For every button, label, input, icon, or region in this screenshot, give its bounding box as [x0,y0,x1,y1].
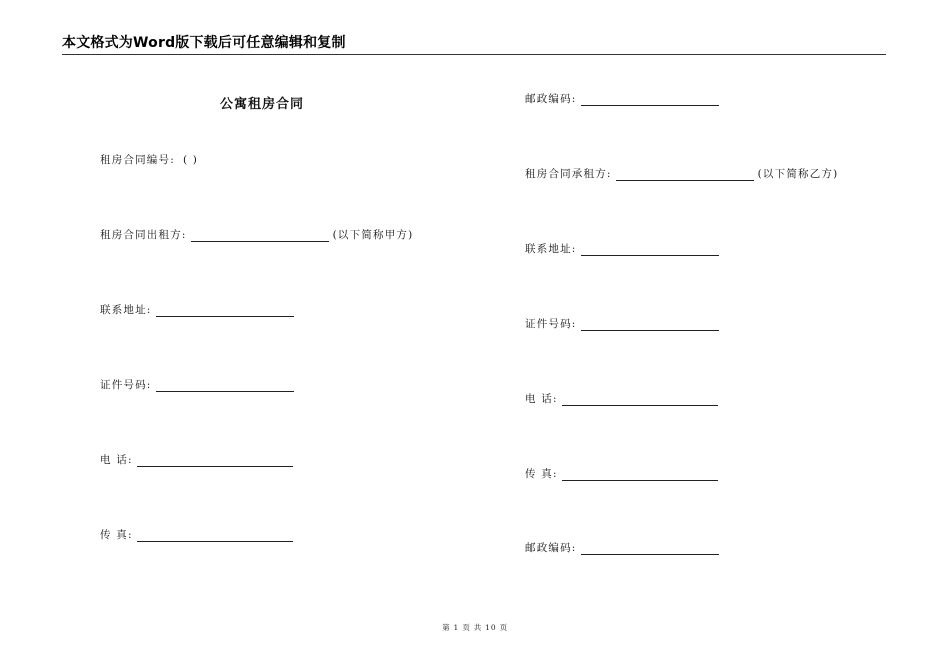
lessor-phone-label: 电 话: [100,454,133,466]
lessor-phone-blank[interactable] [137,455,293,467]
lessee-postcode-blank[interactable] [581,543,719,555]
lessor-address-label: 联系地址: [100,304,152,316]
lessor-id-label: 证件号码: [100,379,152,391]
lessee-fax-label: 传 真: [525,468,558,480]
contract-number-value: ( ) [182,154,199,166]
lessee-phone-field [525,392,722,406]
lessee-postcode-field [525,541,723,555]
lessor-id-blank[interactable] [156,380,294,392]
document-title: 公寓租房合同 [220,97,305,112]
page-footer: 第 1 页 共 10 页 [442,623,508,632]
lessor-fax-label: 传 真: [100,529,133,541]
lessor-postcode-label: 邮政编码: [525,93,577,105]
lessee-postcode-label: 邮政编码: [525,542,577,554]
contract-number-label: 租房合同编号: [100,154,175,166]
lessee-note: (以下简称乙方) [757,168,839,180]
lessee-address-blank[interactable] [581,244,719,256]
lessor-address-field [100,303,298,317]
lessee-phone-label: 电 话: [525,393,558,405]
lessor-fax-field [100,528,297,542]
lessor-postcode-blank[interactable] [581,94,719,106]
contract-number-field [100,153,198,167]
lessee-address-field [525,242,723,256]
lessee-field [525,167,838,181]
lessor-id-field [100,378,298,392]
lessor-address-blank[interactable] [156,305,294,317]
lessee-blank[interactable] [616,169,754,181]
page-header [62,34,886,55]
lessee-fax-blank[interactable] [562,469,718,481]
lessor-phone-field [100,453,297,467]
lessor-label: 租房合同出租方: [100,229,187,241]
header-text: 本文格式为Word版下载后可任意编辑和复制 [62,35,346,51]
lessee-fax-field [525,467,722,481]
lessor-note: (以下简称甲方) [332,229,414,241]
lessee-id-blank[interactable] [581,319,719,331]
lessor-fax-blank[interactable] [137,530,293,542]
lessee-label: 租房合同承租方: [525,168,612,180]
lessor-blank[interactable] [191,230,329,242]
lessee-phone-blank[interactable] [562,394,718,406]
lessee-id-field [525,317,723,331]
lessee-id-label: 证件号码: [525,318,577,330]
lessee-address-label: 联系地址: [525,243,577,255]
lessor-postcode-field [525,92,723,106]
lessor-field [100,228,413,242]
